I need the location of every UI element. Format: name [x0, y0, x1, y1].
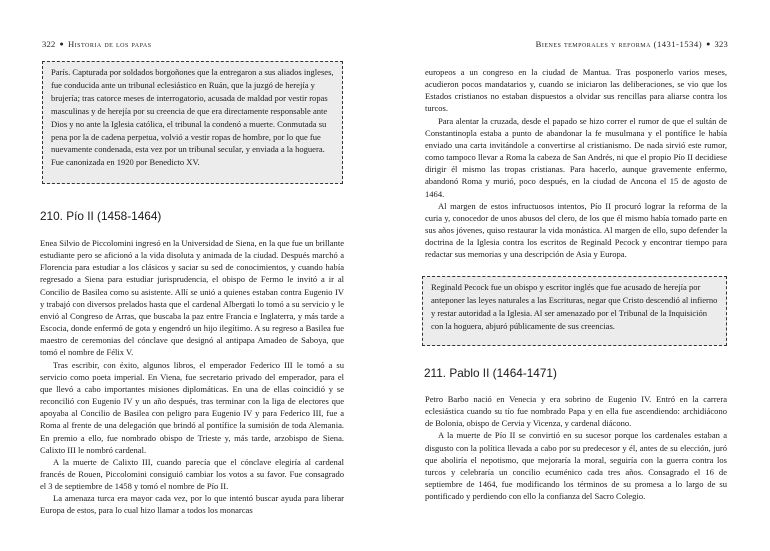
paragraph: A la muerte de Pío II se convirtió en su sucesor porque los cardenales estaban a disgusto con la política llevada a cabo por su predecesor y él, antes de su elección, juró que aboliría el nepotismo, que mejoraría la moral, seguiría con la guerra contra los turcos y celebraría un concilio ecuménico cada tres años. Consagrado el 16 de septiembre de 1464, fue modificando los términos de su promesa a lo largo de su pontificado y perdiendo con ello la confianza del Sacro Colegio.	[425, 430, 727, 502]
running-head-title: Bienes temporales y reforma (1431-1534)	[535, 39, 703, 49]
sidebar-box	[42, 61, 343, 184]
bullet-separator: ●	[59, 40, 64, 48]
bullet-separator: ●	[706, 40, 711, 48]
paragraph: Petro Barbo nació en Venecia y era sobrino de Eugenio IV. Entró en la carrera eclesiástica cuando su tío fue nombrado Papa y en ella fue ascendiendo: archidiácono de Bolonia, obispo de Cervia y Vicenza, y cardenal diácono.	[425, 394, 727, 429]
running-head-right	[536, 39, 728, 49]
paragraph: La amenaza turca era mayor cada vez, por lo que intentó buscar ayuda para liberar Europa de estos, para lo cual hizo llamar a todos los monarcas	[40, 493, 344, 516]
paragraph: Tras escribir, con éxito, algunos libros, el emperador Federico III le tomó a su servicio como poeta imperial. En Viena, fue secretario privado del emperador, para el que llevó a cabo importantes misiones diplomáticas. En una de ellas coincidió y se reconcilió con Eugenio IV y un año después, tras terminar con la liga de electores que apoyaba al Concilio de Basilea con peligro para Eugenio IV y para Federico III, fue a Roma al frente de una delegación que brindó al pontífice la sumisión de toda Alemania. En premio a ello, fue nombrado obispo de Trieste y, más tarde, arzobispo de Siena. Calixto III le nombró cardenal.	[40, 359, 344, 455]
body-text	[425, 393, 727, 502]
sidebar-box-text: París. Capturada por soldados borgoñones que la entregaron a sus aliados ingleses, fue conducida ante un tribunal eclesiástico en Ruán, que la juzgó de herejía y brujería; tras catorce meses de interrogatorio, acusada de maldad por vestir ropas masculinas y de herejía por su creencia de que era directamente responsable ante Dios y no ante la Iglesia católica, el tribunal la condenó a muerte. Conmutada su pena por la de cadena perpetua, volvió a vestir ropas de hombre, por lo que fue nuevamente condenada, esta vez por un tribunal secular, y enviada a la hoguera. Fue canonizada en 1920 por Benedicto XV.	[51, 67, 334, 168]
paragraph: Para alentar la cruzada, desde el papado se hizo correr el rumor de que el sultán de Constantinopla estaba a punto de abandonar la fe musulmana y el pontífice le había enviado una carta invitándole a convertirse al cristianismo. De nada sirvió este rumor, como tampoco llevar a Roma la cabeza de San Andrés, ni que el propio Pío II decidiese dirigir él mismo las tropas cristianas. Para hacerlo, aunque gravemente enfermo, abandonó Roma y murió, poco después, en la ciudad de Ancona el 15 de agosto de 1464.	[425, 115, 727, 199]
section-heading: 210. Pío II (1458-1464)	[40, 209, 162, 223]
right-page	[385, 0, 770, 551]
paragraph: A la muerte de Calixto III, cuando parecía que el cónclave elegiría al cardenal francés de Rouen, Piccolomini consiguió cambiar los votos a su favor. Fue consagrado el 3 de septiembre de 1458 y tomó el nombre de Pío II.	[40, 456, 344, 492]
page-number: 323	[714, 39, 728, 49]
sidebar-box-text: Reginald Pecock fue un obispo y escritor inglés que fue acusado de herejía por anteponer las leyes naturales a las Escrituras, negar que Cristo descendió al infierno y restar autoridad a la Iglesia. Al ser amenazado por el Tribunal de la Inquisición con la hoguera, abjuró públicamente de sus creencias.	[431, 282, 718, 331]
page-number: 322	[42, 39, 56, 49]
paragraph: Al margen de estos infructuosos intentos, Pío II procuró lograr la reforma de la curia y, conocedor de unos abusos del clero, de los que él mismo había tomado parte en sus años jóvenes, quiso restaurar la vida monástica. Al margen de ello, supo defender la doctrina de la Iglesia contra los escritos de Reginald Pecock y encontrar tiempo para redactar sus memorias y una descripción de Asia y Europa.	[425, 200, 727, 260]
section-heading: 211. Pablo II (1464-1471)	[424, 366, 557, 380]
running-head-title: Historia de los papas	[67, 39, 152, 49]
body-text	[40, 237, 344, 517]
running-head-left	[42, 39, 152, 49]
sidebar-box	[422, 276, 727, 346]
paragraph: Enea Silvio de Piccolomini ingresó en la Universidad de Siena, en la que fue un brillante estudiante pero se aficionó a la vida disoluta y animada de la ciudad. Después marchó a Florencia para estudiar a los clásicos y saciar su sed de conocimientos, y cuando había regresado a Siena para estudiar jurisprudencia, el obispo de Fermo le invitó a ir al Concilio de Basilea como su asistente. Allí se unió a quienes estaban contra Eugenio IV y trabajó con diversos prelados hasta que el cardenal Albergati lo tomó a su servicio y le envió al Congreso de Arras, que buscaba la paz entre Francia e Inglaterra, y más tarde a Escocia, donde enfermó de gota y engendró un hijo ilegítimo. A su regreso a Basilea fue maestro de ceremonias del cónclave que designó al antipapa Amadeo de Saboya, que tomó el nombre de Félix V.	[40, 238, 344, 358]
body-text	[425, 66, 727, 261]
paragraph: europeos a un congreso en la ciudad de Mantua. Tras posponerlo varios meses, acudieron pocos mandatarios y, cuando se iniciaron las deliberaciones, se vio que los Estados cristianos no estaban dispuestos a olvidar sus rencillas para aliarse contra los turcos.	[425, 67, 727, 114]
